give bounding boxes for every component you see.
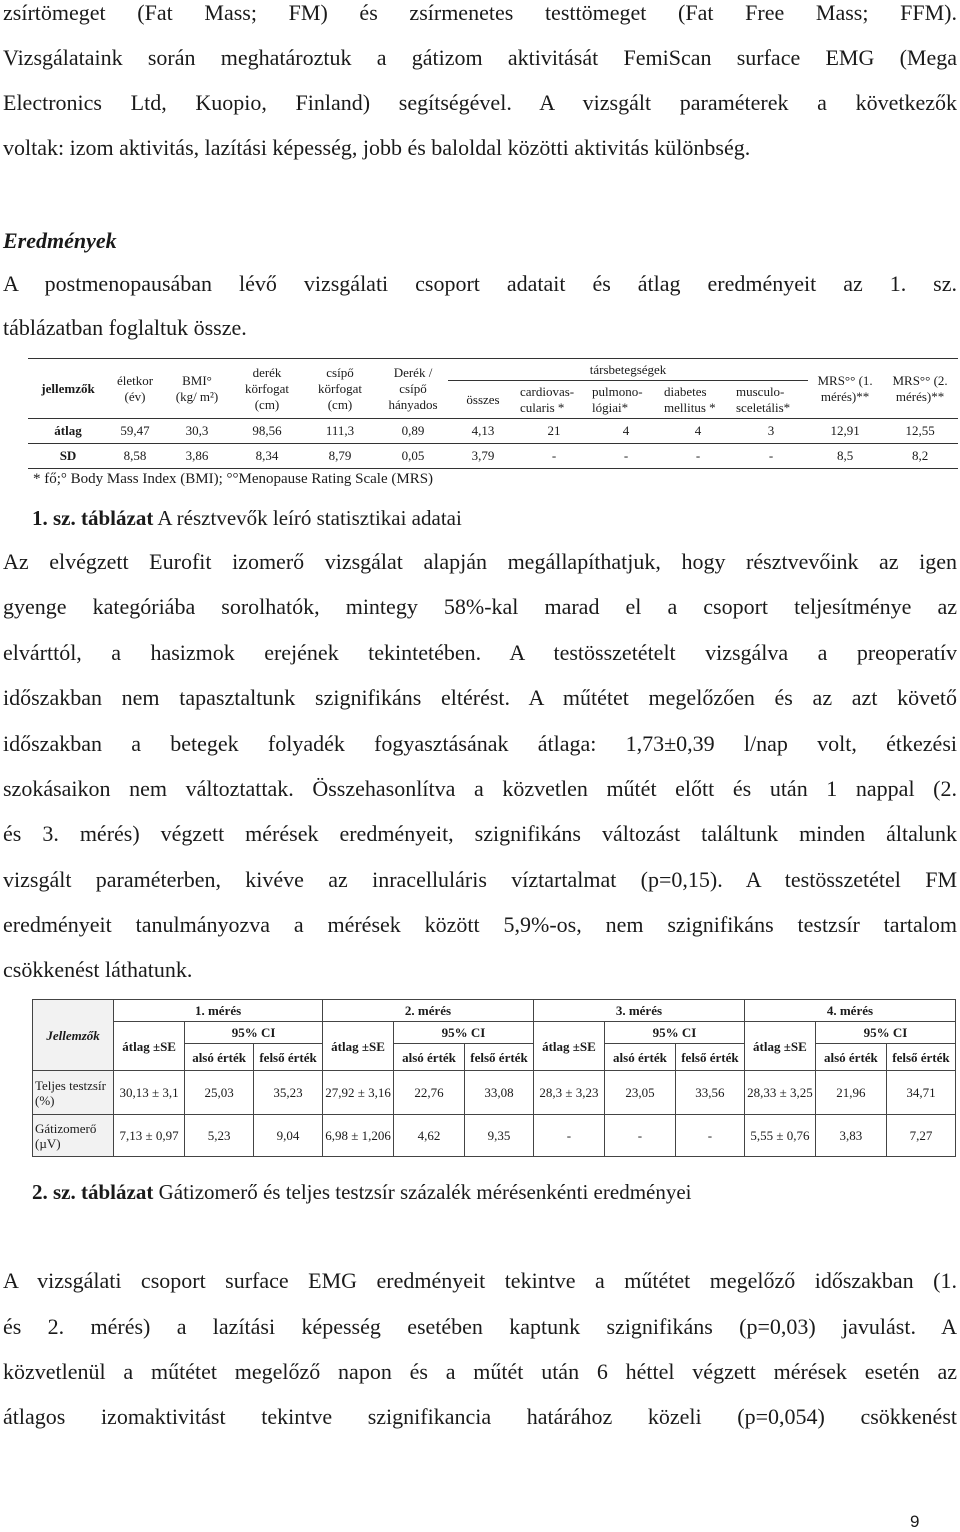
col-header-felso: felső érték	[465, 1044, 534, 1071]
table-cell: 12,55	[882, 419, 958, 444]
header-line: csípő	[326, 364, 354, 380]
table-cell: 0,89	[378, 419, 448, 444]
text-line: elvárttól, a hasizmok erejének tekintetében. A testösszetételt vizsgálva a preoperatív	[3, 640, 957, 665]
header-line: körfogat	[244, 380, 290, 396]
text-line: és 3. mérés) végzett mérések eredményeit, szignifikáns változást találtunk minden általunk	[3, 821, 957, 846]
table-row	[33, 1071, 956, 1115]
row-label: Gátizomerő (µV)	[33, 1115, 114, 1157]
table-cell: 4,13	[448, 419, 518, 444]
header-line: Derék /	[393, 364, 433, 380]
table-cell: 3,86	[162, 444, 232, 469]
table-cell: 22,76	[394, 1071, 465, 1115]
caption-label: 1. sz. táblázat	[32, 506, 154, 530]
text-line: Vizsgálataink során meghatároztuk a gátizom aktivitását FemiScan surface EMG (Mega	[3, 45, 957, 70]
text-line: gyenge kategóriába sorolhatók, mintegy 58%-kal marad el a csoport teljesítménye az	[3, 594, 957, 619]
text-line: voltak: izom aktivitás, lazítási képesség, jobb és baloldal közötti aktivitás különbség.	[3, 135, 751, 160]
table-cell: 27,92 ± 3,16	[323, 1071, 394, 1115]
table-cell: 7,27	[886, 1115, 955, 1157]
text-line: zsírtömeget (Fat Mass; FM) és zsírmenetes testtömeget (Fat Free Mass; FFM).	[3, 0, 957, 25]
header-line: hányados	[388, 396, 438, 412]
col-header-osszes: összes	[466, 391, 500, 407]
col-header-atlag: átlag ±SE	[744, 1022, 815, 1071]
table-cell: 28,3 ± 3,23	[533, 1071, 604, 1115]
text-line: vizsgált paraméterben, kivéve az inracelluláris víztartalmat (p=0,15). A testösszetétel FM	[3, 867, 957, 892]
text-line: csökkenést láthatunk.	[3, 957, 193, 982]
table-cell: 34,71	[886, 1071, 955, 1115]
caption-text: Gátizomerő és teljes testzsír százalék mérésenkénti eredményei	[153, 1180, 692, 1204]
col-header-ci: 95% CI	[604, 1022, 744, 1044]
col-header-also: alsó érték	[394, 1044, 465, 1071]
header-line: derék	[252, 364, 282, 380]
col-header-mrs2	[882, 359, 958, 419]
col-header-diabetes	[662, 381, 734, 419]
table-cell: 5,55 ± 0,76	[744, 1115, 815, 1157]
col-header-felso: felső érték	[886, 1044, 955, 1071]
col-header-atlag: átlag ±SE	[533, 1022, 604, 1071]
col-header-felso: felső érték	[254, 1044, 323, 1071]
header-line: életkor	[116, 372, 154, 388]
col-header-derek-csipo	[378, 359, 448, 419]
header-line: (kg/ m²)	[175, 388, 219, 404]
header-line: csípő	[399, 380, 427, 396]
col-header-eletkor	[108, 359, 162, 419]
header-line: (cm)	[254, 396, 280, 412]
table-cell: 3	[734, 419, 808, 444]
col-header-ci: 95% CI	[185, 1022, 323, 1044]
table-cell: 8,79	[302, 444, 378, 469]
table-cell: 23,05	[604, 1071, 675, 1115]
table-cell: 8,2	[882, 444, 958, 469]
col-header-ci: 95% CI	[815, 1022, 955, 1044]
measure-header: 1. mérés	[114, 1000, 323, 1022]
header-line: mérés)**	[820, 388, 870, 404]
col-header-atlag: átlag ±SE	[323, 1022, 394, 1071]
col-header-felso: felső érték	[675, 1044, 744, 1071]
text-line: eredményeit tanulmányozva a mérések között 5,9%-os, nem szignifikáns testzsír tartalom	[3, 912, 957, 937]
text-line: és 2. mérés) a lazítási képesség esetében kaptunk szignifikáns (p=0,03) javulást. A	[3, 1314, 957, 1339]
table-cell: 21	[518, 419, 590, 444]
measure-header: 3. mérés	[533, 1000, 744, 1022]
col-header-also: alsó érték	[185, 1044, 254, 1071]
table-2	[32, 999, 956, 1157]
header-line: lógiai*	[592, 399, 629, 415]
row-label: Teljes testzsír (%)	[33, 1071, 114, 1115]
table-2-corner: Jellemzők	[33, 1000, 114, 1071]
table-cell: 25,03	[185, 1071, 254, 1115]
header-line: mellitus *	[664, 399, 716, 415]
text-line: Electronics Ltd, Kuopio, Finland) segítségével. A vizsgált paraméterek a következők	[3, 90, 957, 115]
col-header-atlag: átlag ±SE	[114, 1022, 185, 1071]
col-header-tarsbetegsegek: társbetegségek	[448, 359, 808, 381]
table-row	[28, 444, 958, 469]
table-row	[33, 1115, 956, 1157]
col-header-bmi	[162, 359, 232, 419]
table-cell: 9,35	[465, 1115, 534, 1157]
col-header-cardio	[518, 381, 590, 419]
table-cell: 7,13 ± 0,97	[114, 1115, 185, 1157]
caption-label: 2. sz. táblázat	[32, 1180, 154, 1204]
header-line: MRS°° (2.	[892, 372, 948, 388]
header-line: musculo-	[736, 383, 785, 399]
row-label: átlag	[28, 419, 108, 444]
header-line: cularis *	[520, 399, 565, 415]
col-header-also: alsó érték	[815, 1044, 886, 1071]
header-line: sceletális*	[736, 399, 791, 415]
col-header-csipo	[302, 359, 378, 419]
table-cell: 8,58	[108, 444, 162, 469]
table-cell: -	[533, 1115, 604, 1157]
col-header-mrs1	[808, 359, 882, 419]
table-cell: -	[662, 444, 734, 469]
text-line: közvetlenül a műtétet megelőző napon és a műtét után 6 héttel végzett mérések esetén az	[3, 1359, 957, 1384]
table-row	[28, 419, 958, 444]
table-cell: 59,47	[108, 419, 162, 444]
table-cell: 8,5	[808, 444, 882, 469]
col-header-pulmono	[590, 381, 662, 419]
table-cell: 9,04	[254, 1115, 323, 1157]
table-1	[28, 358, 958, 469]
header-line: (cm)	[327, 396, 353, 412]
header-line: körfogat	[317, 380, 363, 396]
text-line: időszakban a betegek folyadék fogyasztásának átlaga: 1,73±0,39 l/nap volt, étkezési	[3, 731, 957, 756]
table-cell: 98,56	[232, 419, 302, 444]
header-line: (év)	[124, 388, 146, 404]
table-1-caption	[32, 506, 462, 531]
table-cell: 30,13 ± 3,1	[114, 1071, 185, 1115]
table-cell: 8,34	[232, 444, 302, 469]
text-line: időszakban nem tapasztaltunk szignifikáns eltérést. A műtétet megelőzően és az azt követő	[3, 685, 957, 710]
header-line: diabetes	[664, 383, 707, 399]
table-cell: 3,79	[448, 444, 518, 469]
text-line: szokásaikon nem változtattak. Összehasonlítva a közvetlen műtét előtt és után 1 nappal (2.	[3, 776, 957, 801]
caption-text: A résztvevők leíró statisztikai adatai	[153, 506, 462, 530]
table-cell: 30,3	[162, 419, 232, 444]
col-header-ci: 95% CI	[394, 1022, 534, 1044]
header-line: cardiovas-	[520, 383, 575, 399]
table-cell: 111,3	[302, 419, 378, 444]
text-line: táblázatban foglaltuk össze.	[3, 315, 247, 340]
table-cell: 0,05	[378, 444, 448, 469]
text-line: A postmenopausában lévő vizsgálati csoport adatait és átlag eredményeit az 1. sz.	[3, 271, 957, 296]
table-cell: 5,23	[185, 1115, 254, 1157]
header-line: mérés)**	[895, 388, 945, 404]
col-header-jellemzok: jellemzők	[28, 359, 108, 419]
table-cell: 4	[590, 419, 662, 444]
header-line: pulmono-	[592, 383, 643, 399]
section-heading: Eredmények	[3, 228, 117, 253]
table-cell: -	[734, 444, 808, 469]
table-cell: 21,96	[815, 1071, 886, 1115]
table-cell: 33,56	[675, 1071, 744, 1115]
table-cell: -	[604, 1115, 675, 1157]
header-line: MRS°° (1.	[817, 372, 873, 388]
text-line: átlagos izomaktivitást tekintve szignifikancia határához közeli (p=0,054) csökkenést	[3, 1404, 957, 1429]
table-cell: 12,91	[808, 419, 882, 444]
table-cell: -	[518, 444, 590, 469]
table-cell: 6,98 ± 1,206	[323, 1115, 394, 1157]
row-label: SD	[28, 444, 108, 469]
page-number: 9	[910, 1512, 920, 1531]
measure-header: 2. mérés	[323, 1000, 534, 1022]
col-header-also: alsó érték	[604, 1044, 675, 1071]
table-cell: -	[590, 444, 662, 469]
table-cell: 4,62	[394, 1115, 465, 1157]
text-line: A vizsgálati csoport surface EMG eredményeit tekintve a műtétet megelőző időszakban (1.	[3, 1268, 957, 1293]
table-cell: 35,23	[254, 1071, 323, 1115]
col-header-musculo	[734, 381, 808, 419]
table-1-footnote: * fő;° Body Mass Index (BMI); °°Menopause Rating Scale (MRS)	[33, 471, 434, 487]
measure-header: 4. mérés	[744, 1000, 955, 1022]
text-line: Az elvégzett Eurofit izomerő vizsgálat alapján megállapíthatjuk, hogy résztvevőink az igen	[3, 549, 957, 574]
col-header-derek	[232, 359, 302, 419]
table-cell: 33,08	[465, 1071, 534, 1115]
header-line: BMI°	[182, 372, 212, 388]
table-cell: 28,33 ± 3,25	[744, 1071, 815, 1115]
table-2-caption	[32, 1180, 692, 1205]
table-cell: 4	[662, 419, 734, 444]
table-cell: -	[675, 1115, 744, 1157]
table-cell: 3,83	[815, 1115, 886, 1157]
